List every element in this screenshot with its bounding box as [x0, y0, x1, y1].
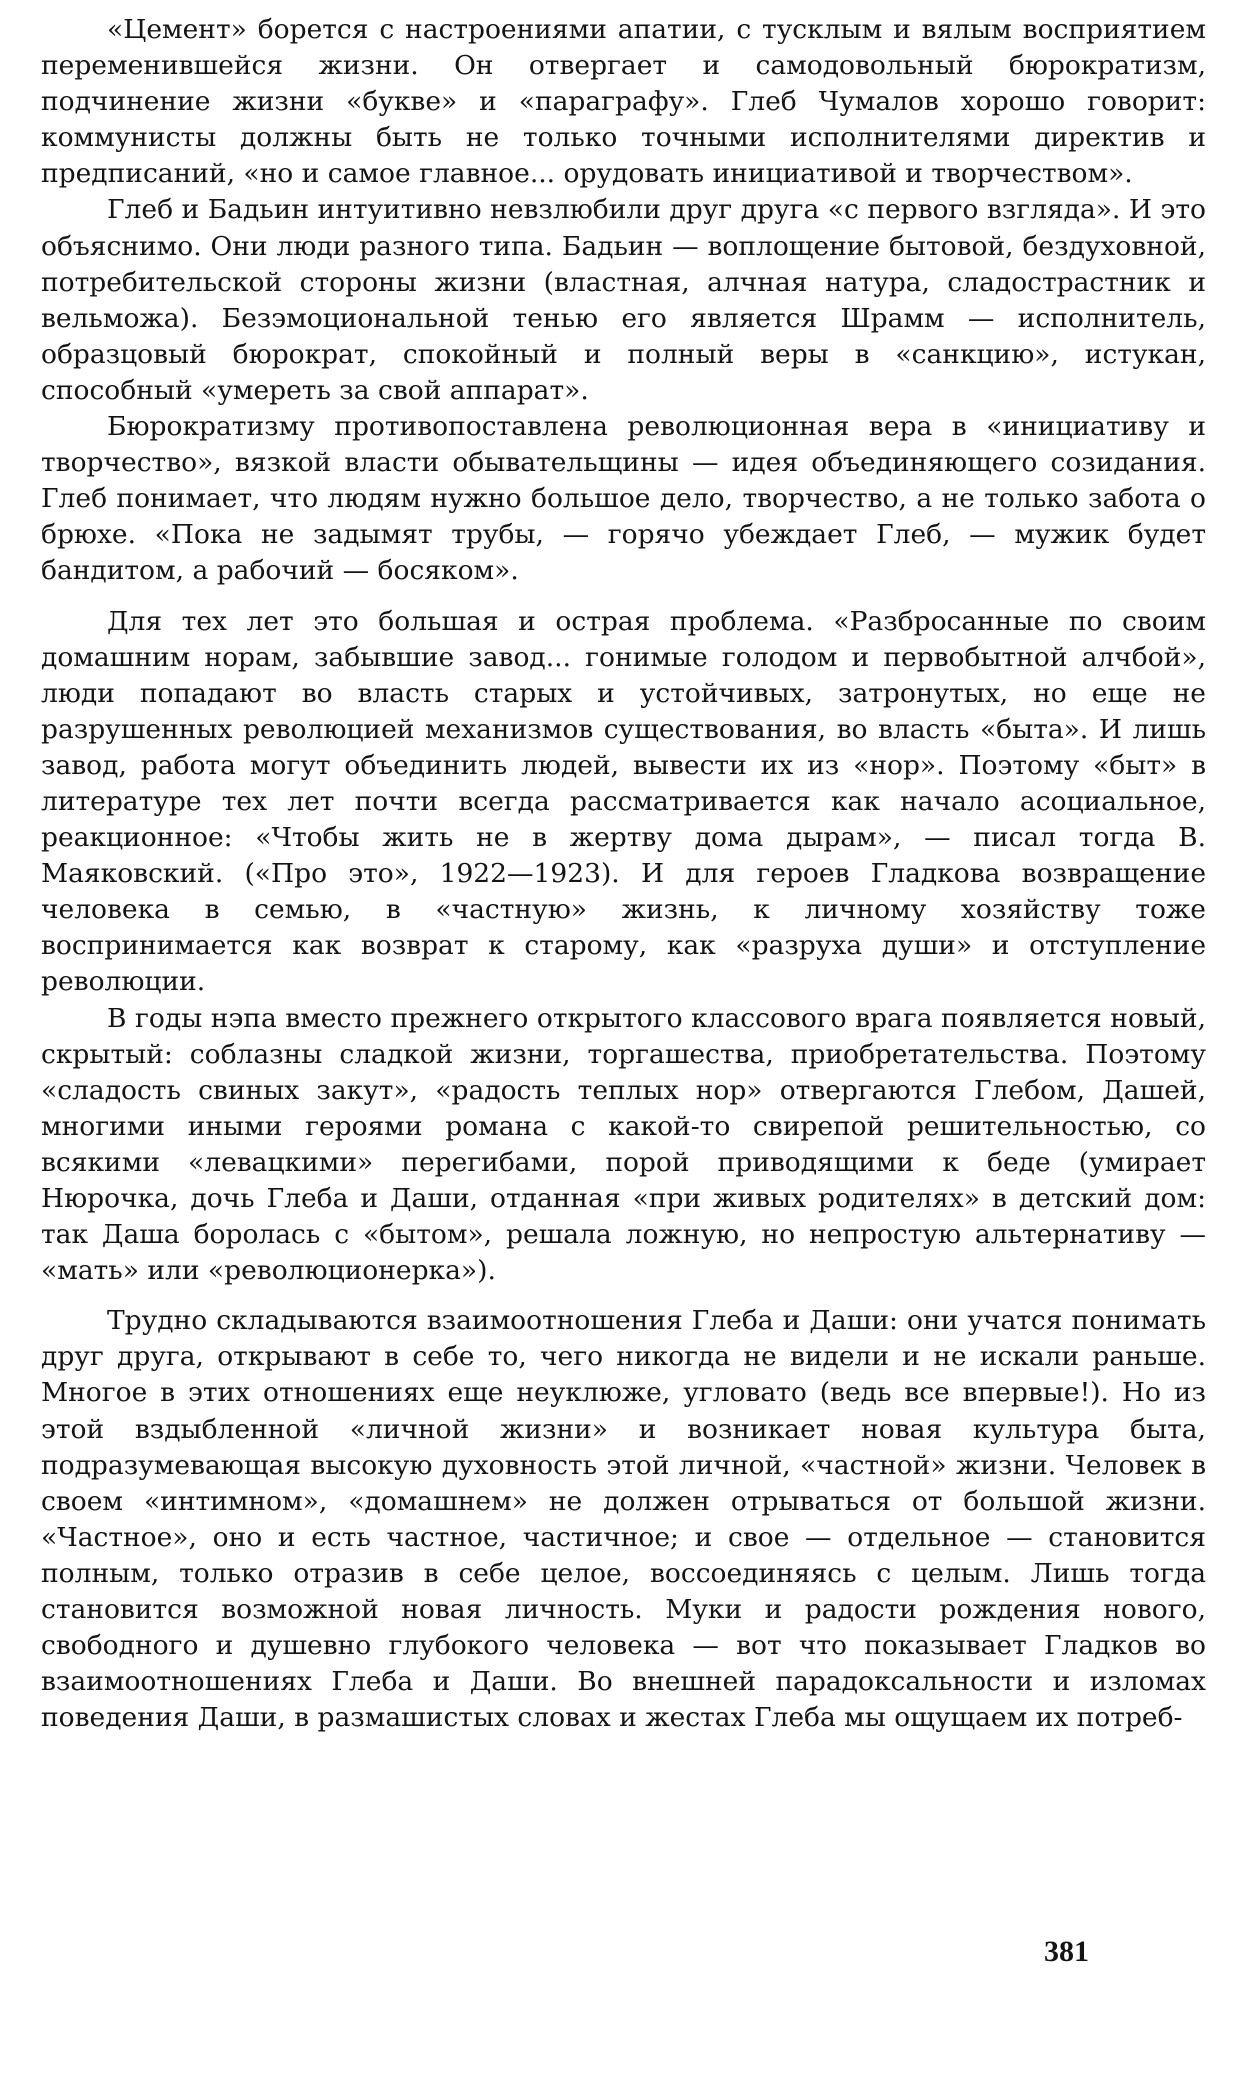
paragraph-cement-apathy: «Цемент» борется с настроениями апатии, с тусклым и вялым восприятием переменившейся жизни. Он отвергает и самодовольный бюрократизм, подчинение жизни «букве» и «параграфу». Глеб Чумалов хорошо говорит: коммунисты должны быть не только точными исполнителями директив и предписаний, «но и самое главное... орудовать инициативой и творчеством». — [41, 14, 1206, 190]
paragraph-gleb-badin: Глеб и Бадьин интуитивно невзлюбили друг друга «с первого взгляда». И это объяснимо. Они люди разного типа. Бадьин — воплощение бытовой, бездуховной, потребительской стороны жизни (властная, алчная натура, сладострастник и вельможа). Безэмоциональной тенью его является Шрамм — исполнитель, образцовый бюрократ, спокойный и полный веры в «санкцию», истукан, способный «умереть за свой аппарат». — [41, 194, 1206, 406]
paragraph-nep-years: В годы нэпа вместо прежнего открытого классового врага появляется новый, скрытый: соблазны сладкой жизни, торгашества, приобретательства. Поэтому «сладость свиных закут», «радость теплых нор» отвергаются Глебом, Дашей, многими иными героями романа с какой-то свирепой решительностью, со всякими «левацкими» перегибами, порой приводящими к беде (умирает Нюрочка, дочь Глеба и Даши, отданная «при живых родителях» в детский дом: так Даша боролась с «бытом», решала ложную, но непростую альтернативу — «мать» или «революционерка»). — [41, 1002, 1206, 1287]
paragraph-gleb-dasha: Трудно складываются взаимоотношения Глеба и Даши: они учатся понимать друг друга, открывают в себе то, чего никогда не видели и не искали раньше. Многое в этих отношениях еще неуклюже, угловато (ведь все впервые!). Но из этой вздыбленной «личной жизни» и возникает новая культура быта, подразумевающая высокую духовность этой личной, «частной» жизни. Человек в своем «интимном», «домашнем» не должен отрываться от большой жизни. «Частное», оно и есть частное, частичное; и свое — отдельное — становится полным, только отразив в себе целое, воссоединяясь с целым. Лишь тогда становится возможной новая личность. Муки и радости рождения нового, свободного и душевно глубокого человека — вот что показывает Гладков во взаимоотношениях Глеба и Даши. Во внешней парадоксальности и изломах поведения Даши, в размашистых словах и жестах Глеба мы ощущаем их потреб- — [41, 1305, 1206, 1734]
body-text — [41, 12, 1206, 1736]
paragraph-byt-problem: Для тех лет это большая и острая проблема. «Разбросанные по своим домашним норам, забывшие завод... гонимые голодом и первобытной алчбой», люди попадают во власть старых и устойчивых, затронутых, но еще не разрушенных революцией механизмов существования, во власть «быта». И лишь завод, работа могут объединить людей, вывести их из «нор». Поэтому «быт» в литературе тех лет почти всегда рассматривается как начало асоциальное, реакционное: «Чтобы жить не в жертву дома дырам», — писал тогда В. Маяковский. («Про это», 1922—1923). И для героев Гладкова возвращение человека в семью, в «частную» жизнь, к личному хозяйству тоже воспринимается как возврат к старому, как «разруха души» и отступление революции. — [41, 605, 1206, 998]
page-number: 381 — [1044, 1935, 1089, 1968]
paragraph-bureaucratism: Бюрократизму противопоставлена революционная вера в «инициативу и творчество», вязкой власти обывательщины — идея объединяющего созидания. Глеб понимает, что людям нужно большое дело, творчество, а не только забота о брюхе. «Пока не задымят трубы, — горячо убеждает Глеб, — мужик будет бандитом, а рабочий — босяком». — [41, 411, 1206, 587]
